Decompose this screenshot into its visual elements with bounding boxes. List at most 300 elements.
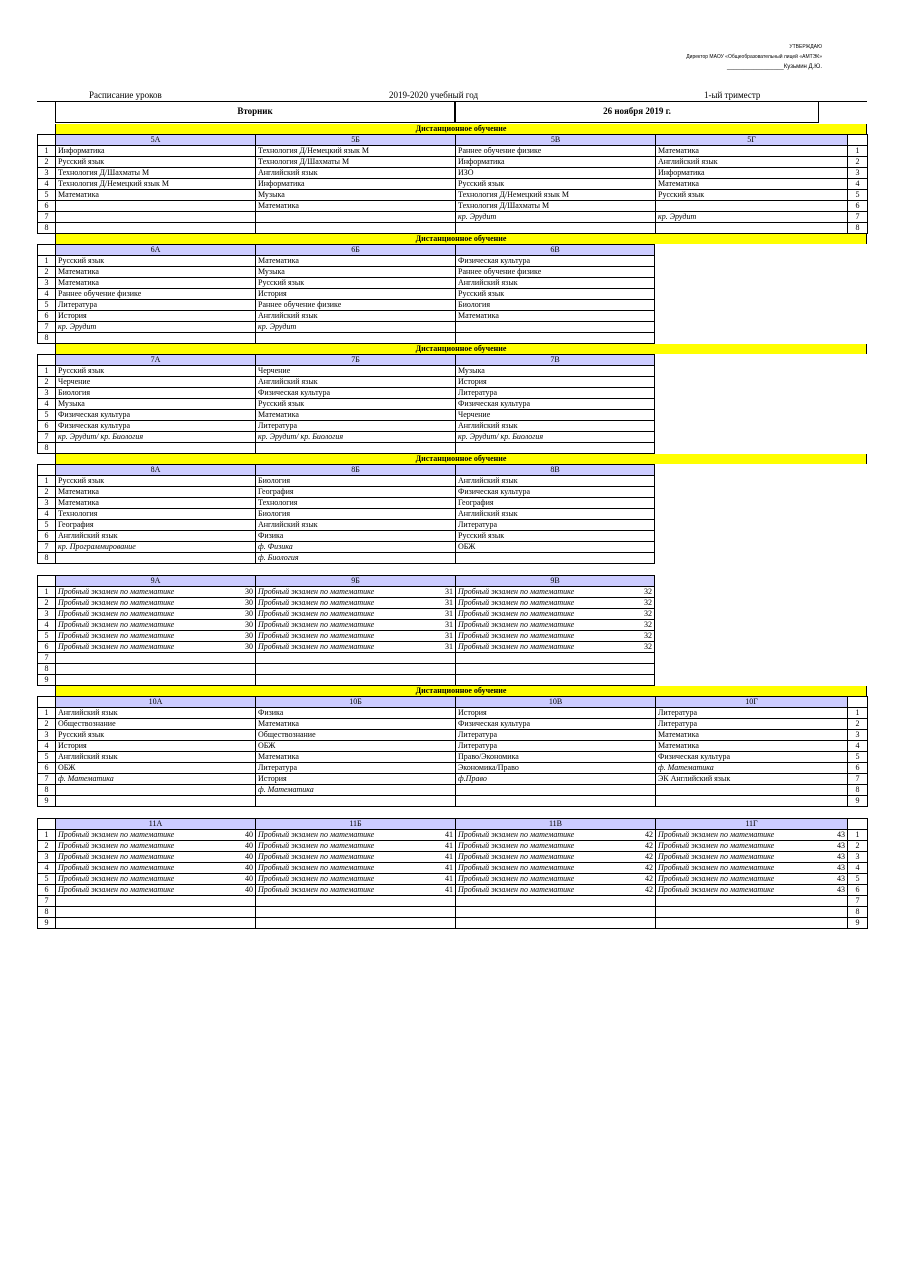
lesson-cell: Музыка <box>256 267 456 278</box>
lesson-cell: кр. Эрудит <box>656 212 848 223</box>
lesson-cell: Английский язык <box>256 168 456 179</box>
lesson-cell: География <box>456 498 655 509</box>
lesson-cell <box>256 863 456 874</box>
lesson-number: 6 <box>38 885 56 896</box>
lesson-cell: Математика <box>256 719 456 730</box>
lesson-cell: Английский язык <box>456 278 655 289</box>
schedule-block <box>37 454 867 564</box>
lesson-cell: кр. Программирование <box>56 542 256 553</box>
lesson-row <box>38 741 868 752</box>
lesson-cell: Черчение <box>456 410 655 421</box>
lesson-number: 2 <box>38 719 56 730</box>
lesson-cell <box>256 642 456 653</box>
lesson-row <box>38 675 655 686</box>
lesson-row <box>38 267 655 278</box>
lesson-number: 4 <box>38 399 56 410</box>
lesson-number-header <box>38 819 56 830</box>
lesson-cell-content <box>258 841 453 851</box>
lesson-number: 3 <box>848 168 868 179</box>
lesson-cell-content <box>658 863 845 873</box>
lesson-number: 9 <box>38 675 56 686</box>
subject: Пробный экзамен по математике <box>458 830 575 839</box>
subject: Пробный экзамен по математике <box>458 874 575 883</box>
lesson-cell-content <box>58 841 253 851</box>
lesson-cell-content <box>258 874 453 884</box>
lesson-number: 6 <box>848 763 868 774</box>
lesson-cell: Русский язык <box>456 179 656 190</box>
lesson-cell: кр. Эрудит <box>256 322 456 333</box>
lesson-cell <box>456 443 655 454</box>
lesson-row <box>38 476 655 487</box>
lesson-number: 6 <box>848 885 868 896</box>
schedule-table <box>37 818 868 929</box>
lesson-row <box>38 874 868 885</box>
lesson-number: 1 <box>38 366 56 377</box>
lesson-cell: История <box>456 377 655 388</box>
lesson-cell: Литература <box>256 421 456 432</box>
lesson-cell <box>656 907 848 918</box>
class-header-row <box>38 576 655 587</box>
remote-learning-band: Дистанционное обучение <box>55 454 867 464</box>
lesson-number: 5 <box>38 874 56 885</box>
lesson-cell: ОБЖ <box>56 763 256 774</box>
lesson-cell: Черчение <box>256 366 456 377</box>
lesson-cell <box>56 443 256 454</box>
room-number: 32 <box>644 631 652 640</box>
lesson-cell-content <box>58 631 253 641</box>
lesson-number: 3 <box>848 852 868 863</box>
lesson-row <box>38 399 655 410</box>
subject: Пробный экзамен по математике <box>458 631 575 640</box>
subject: Пробный экзамен по математике <box>58 642 175 651</box>
lesson-row <box>38 796 868 807</box>
room-number: 40 <box>245 852 253 861</box>
lesson-cell <box>456 907 656 918</box>
lesson-number: 1 <box>38 830 56 841</box>
lesson-number: 4 <box>38 741 56 752</box>
lesson-number: 3 <box>38 730 56 741</box>
lesson-cell: ф. Математика <box>256 785 456 796</box>
lesson-cell-content <box>258 620 453 630</box>
lesson-cell: Физическая культура <box>456 256 655 267</box>
class-name: 7В <box>456 355 655 366</box>
class-name: 9Б <box>256 576 456 587</box>
lesson-number: 4 <box>848 741 868 752</box>
class-name: 10В <box>456 697 656 708</box>
lesson-cell: Математика <box>256 256 456 267</box>
lesson-number: 4 <box>848 179 868 190</box>
lesson-number-header <box>38 697 56 708</box>
class-name: 10А <box>56 697 256 708</box>
lesson-row <box>38 410 655 421</box>
subject: Пробный экзамен по математике <box>258 841 375 850</box>
room-number: 30 <box>245 642 253 651</box>
lesson-cell-content <box>58 620 253 630</box>
lesson-cell <box>256 907 456 918</box>
lesson-cell-content <box>458 598 652 608</box>
lesson-number-header <box>38 465 56 476</box>
room-number: 30 <box>245 587 253 596</box>
room-number: 32 <box>644 620 652 629</box>
room-number: 31 <box>445 631 453 640</box>
lesson-cell <box>56 201 256 212</box>
remote-learning-band: Дистанционное обучение <box>55 686 867 696</box>
lesson-cell-content <box>258 609 453 619</box>
lesson-row <box>38 432 655 443</box>
lesson-row <box>38 487 655 498</box>
lesson-cell <box>656 841 848 852</box>
schedule-block <box>37 686 867 807</box>
lesson-cell: География <box>256 487 456 498</box>
lesson-cell <box>256 609 456 620</box>
lesson-cell <box>256 874 456 885</box>
lesson-row <box>38 443 655 454</box>
lesson-row <box>38 896 868 907</box>
lesson-cell <box>456 664 655 675</box>
subject: Пробный экзамен по математике <box>258 852 375 861</box>
room-number: 32 <box>644 642 652 651</box>
subject: Пробный экзамен по математике <box>58 598 175 607</box>
schedule-table <box>37 244 655 344</box>
subject: Пробный экзамен по математике <box>258 598 375 607</box>
lesson-cell: Математика <box>656 179 848 190</box>
subject: Пробный экзамен по математике <box>258 885 375 894</box>
lesson-number: 1 <box>38 708 56 719</box>
lesson-cell-content <box>258 598 453 608</box>
room-number: 32 <box>644 587 652 596</box>
lesson-cell: История <box>456 708 656 719</box>
lesson-row <box>38 587 655 598</box>
lesson-row <box>38 157 868 168</box>
lesson-cell <box>456 598 655 609</box>
lesson-cell-content <box>658 830 845 840</box>
lesson-cell <box>456 785 656 796</box>
subject: Пробный экзамен по математике <box>258 587 375 596</box>
lesson-cell-content <box>58 609 253 619</box>
lesson-cell: Английский язык <box>56 752 256 763</box>
subject: Пробный экзамен по математике <box>658 885 775 894</box>
lesson-cell-content <box>658 841 845 851</box>
lesson-number: 1 <box>848 708 868 719</box>
lesson-cell: Музыка <box>56 399 256 410</box>
lesson-number: 3 <box>38 852 56 863</box>
lesson-cell: Английский язык <box>256 520 456 531</box>
lesson-cell <box>56 587 256 598</box>
class-header-row <box>38 245 655 256</box>
lesson-cell: Физика <box>256 531 456 542</box>
lesson-cell <box>56 785 256 796</box>
room-number: 31 <box>445 598 453 607</box>
lesson-number: 1 <box>38 587 56 598</box>
lesson-cell <box>256 598 456 609</box>
subject: Пробный экзамен по математике <box>458 863 575 872</box>
subject: Пробный экзамен по математике <box>658 874 775 883</box>
subject: Пробный экзамен по математике <box>658 863 775 872</box>
schedule-block <box>37 344 867 454</box>
lesson-number: 2 <box>38 377 56 388</box>
lesson-cell: Математика <box>256 410 456 421</box>
lesson-number: 5 <box>38 410 56 421</box>
class-name: 7А <box>56 355 256 366</box>
lesson-row <box>38 642 655 653</box>
lesson-cell <box>456 653 655 664</box>
lesson-cell <box>56 223 256 234</box>
lesson-number: 3 <box>38 388 56 399</box>
class-name: 8Б <box>256 465 456 476</box>
class-name: 5А <box>56 135 256 146</box>
lesson-number-header <box>38 576 56 587</box>
lesson-row <box>38 322 655 333</box>
lesson-number: 1 <box>38 146 56 157</box>
lesson-number: 7 <box>848 212 868 223</box>
lesson-row <box>38 863 868 874</box>
subject: Пробный экзамен по математике <box>458 620 575 629</box>
lesson-number: 4 <box>38 289 56 300</box>
lesson-cell: Математика <box>56 487 256 498</box>
subject: Пробный экзамен по математике <box>658 841 775 850</box>
room-number: 43 <box>837 874 845 883</box>
lesson-cell-content <box>458 841 653 851</box>
room-number: 41 <box>445 885 453 894</box>
lesson-cell: Литература <box>456 520 655 531</box>
lesson-cell <box>456 896 656 907</box>
lesson-cell <box>256 885 456 896</box>
lesson-row <box>38 223 868 234</box>
lesson-cell: Физическая культура <box>56 410 256 421</box>
lesson-cell: Математика <box>256 752 456 763</box>
lesson-cell: История <box>256 289 456 300</box>
lesson-cell: Физическая культура <box>456 719 656 730</box>
lesson-cell <box>656 223 848 234</box>
lesson-cell <box>256 664 456 675</box>
lesson-number: 6 <box>38 763 56 774</box>
lesson-cell <box>656 830 848 841</box>
lesson-cell: Информатика <box>56 146 256 157</box>
lesson-cell <box>56 885 256 896</box>
remote-learning-band: Дистанционное обучение <box>55 124 867 134</box>
lesson-cell-content <box>258 830 453 840</box>
lesson-cell: Математика <box>56 190 256 201</box>
lesson-number: 1 <box>38 476 56 487</box>
lesson-cell: Биология <box>456 300 655 311</box>
lesson-cell <box>256 443 456 454</box>
lesson-row <box>38 830 868 841</box>
lesson-cell: кр. Эрудит/ кр. Биология <box>256 432 456 443</box>
room-number: 43 <box>837 885 845 894</box>
lesson-cell: Литература <box>456 741 656 752</box>
lesson-cell: Русский язык <box>56 256 256 267</box>
lesson-row <box>38 421 655 432</box>
lesson-row <box>38 300 655 311</box>
lesson-row <box>38 542 655 553</box>
lesson-cell: Математика <box>56 278 256 289</box>
lesson-number: 7 <box>38 896 56 907</box>
lesson-cell: Математика <box>656 146 848 157</box>
class-name: 6В <box>456 245 655 256</box>
lesson-cell: Литература <box>656 719 848 730</box>
block-gap <box>37 564 867 575</box>
room-number: 40 <box>245 874 253 883</box>
lesson-number: 2 <box>848 841 868 852</box>
lesson-cell-content <box>58 852 253 862</box>
lesson-cell: кр. Эрудит <box>456 212 656 223</box>
subject: Пробный экзамен по математике <box>58 885 175 894</box>
lesson-row <box>38 631 655 642</box>
lesson-cell: Технология <box>256 498 456 509</box>
lesson-number: 9 <box>38 796 56 807</box>
class-name: 5В <box>456 135 656 146</box>
lesson-row <box>38 774 868 785</box>
subject: Пробный экзамен по математике <box>58 830 175 839</box>
room-number: 30 <box>245 620 253 629</box>
lesson-cell <box>256 653 456 664</box>
lesson-row <box>38 256 655 267</box>
lesson-number: 2 <box>38 598 56 609</box>
lesson-cell: Музыка <box>256 190 456 201</box>
lesson-number: 3 <box>38 168 56 179</box>
lesson-cell <box>456 609 655 620</box>
lesson-cell: Биология <box>256 476 456 487</box>
lesson-number-header <box>848 819 868 830</box>
lesson-cell <box>256 830 456 841</box>
lesson-cell <box>56 653 256 664</box>
lesson-cell <box>256 620 456 631</box>
lesson-row <box>38 620 655 631</box>
lesson-row <box>38 708 868 719</box>
lesson-number: 7 <box>38 212 56 223</box>
lesson-row <box>38 664 655 675</box>
lesson-cell: Раннее обучение физике <box>456 267 655 278</box>
lesson-number: 5 <box>38 631 56 642</box>
lesson-cell: Русский язык <box>56 366 256 377</box>
lesson-cell: Технология Д/Шахматы М <box>56 168 256 179</box>
lesson-cell: Технология Д/Немецкий язык М <box>256 146 456 157</box>
lesson-cell-content <box>458 874 653 884</box>
lesson-cell: Технология <box>56 509 256 520</box>
lesson-cell: Русский язык <box>56 730 256 741</box>
lesson-cell-content <box>58 642 253 652</box>
lesson-cell <box>56 631 256 642</box>
weekday: Вторник <box>55 101 455 123</box>
lesson-cell <box>56 598 256 609</box>
lesson-cell: Английский язык <box>256 377 456 388</box>
class-name: 9А <box>56 576 256 587</box>
approve-line-1: УТВЕРЖДАЮ <box>789 44 822 50</box>
lesson-cell-content <box>458 863 653 873</box>
lesson-cell-content <box>258 642 453 652</box>
lesson-cell <box>56 609 256 620</box>
room-number: 30 <box>245 609 253 618</box>
subject: Пробный экзамен по математике <box>458 885 575 894</box>
lesson-number: 3 <box>848 730 868 741</box>
lesson-number: 7 <box>38 432 56 443</box>
lesson-cell <box>656 896 848 907</box>
lesson-cell: Биология <box>56 388 256 399</box>
lesson-cell-content <box>458 631 652 641</box>
lesson-cell-content <box>58 863 253 873</box>
lesson-cell <box>56 918 256 929</box>
lesson-cell: Английский язык <box>656 157 848 168</box>
lesson-cell <box>256 212 456 223</box>
subject: Пробный экзамен по математике <box>58 863 175 872</box>
lesson-number: 8 <box>38 553 56 564</box>
lesson-number: 3 <box>38 498 56 509</box>
remote-learning-band: Дистанционное обучение <box>55 234 867 244</box>
lesson-row <box>38 918 868 929</box>
class-name: 10Г <box>656 697 848 708</box>
lesson-number: 6 <box>38 531 56 542</box>
room-number: 42 <box>645 841 653 850</box>
lesson-cell: Физическая культура <box>456 487 655 498</box>
lesson-cell: Технология Д/Шахматы М <box>256 157 456 168</box>
lesson-cell: Экономика/Право <box>456 763 656 774</box>
class-name: 7Б <box>256 355 456 366</box>
lesson-cell <box>56 553 256 564</box>
room-number: 40 <box>245 885 253 894</box>
lesson-row <box>38 609 655 620</box>
lesson-cell <box>56 333 256 344</box>
lesson-number: 7 <box>38 542 56 553</box>
lesson-number: 4 <box>848 863 868 874</box>
class-name: 11Б <box>256 819 456 830</box>
lesson-cell: Математика <box>456 311 655 322</box>
lesson-cell: Технология Д/Немецкий язык М <box>456 190 656 201</box>
lesson-cell-content <box>258 587 453 597</box>
lesson-row <box>38 520 655 531</box>
schedule-table <box>37 696 868 807</box>
lesson-cell-content <box>258 631 453 641</box>
approve-signature: _________________Кузьмин Д.Ю. <box>726 64 822 70</box>
lesson-number: 3 <box>38 609 56 620</box>
lesson-number: 8 <box>38 664 56 675</box>
subject: Пробный экзамен по математике <box>58 609 175 618</box>
room-number: 42 <box>645 885 653 894</box>
lesson-cell <box>56 896 256 907</box>
subject: Пробный экзамен по математике <box>458 841 575 850</box>
lesson-number: 7 <box>38 322 56 333</box>
lesson-row <box>38 719 868 730</box>
lesson-number: 8 <box>38 443 56 454</box>
lesson-number-header <box>848 697 868 708</box>
lesson-cell <box>56 620 256 631</box>
lesson-cell: Русский язык <box>456 289 655 300</box>
day-row <box>37 101 867 123</box>
subject: Пробный экзамен по математике <box>58 874 175 883</box>
lesson-cell: Информатика <box>256 179 456 190</box>
lesson-row <box>38 278 655 289</box>
class-header-row <box>38 355 655 366</box>
lesson-cell <box>256 333 456 344</box>
approval-stamp <box>686 42 822 72</box>
lesson-cell: ОБЖ <box>456 542 655 553</box>
lesson-cell: Литература <box>56 300 256 311</box>
lesson-cell: Английский язык <box>456 476 655 487</box>
lesson-cell-content <box>458 587 652 597</box>
room-number: 32 <box>644 598 652 607</box>
lesson-number: 2 <box>38 157 56 168</box>
lesson-number: 5 <box>848 874 868 885</box>
lesson-number: 6 <box>38 421 56 432</box>
lesson-cell: Литература <box>456 730 656 741</box>
lesson-number: 8 <box>848 223 868 234</box>
lesson-cell: кр. Эрудит/ кр. Биология <box>56 432 256 443</box>
lesson-cell: ф. Математика <box>56 774 256 785</box>
lesson-cell <box>656 852 848 863</box>
schedule-block <box>37 564 867 686</box>
lesson-number: 5 <box>848 752 868 763</box>
lesson-row <box>38 907 868 918</box>
lesson-cell: кр. Эрудит/ кр. Биология <box>456 432 655 443</box>
